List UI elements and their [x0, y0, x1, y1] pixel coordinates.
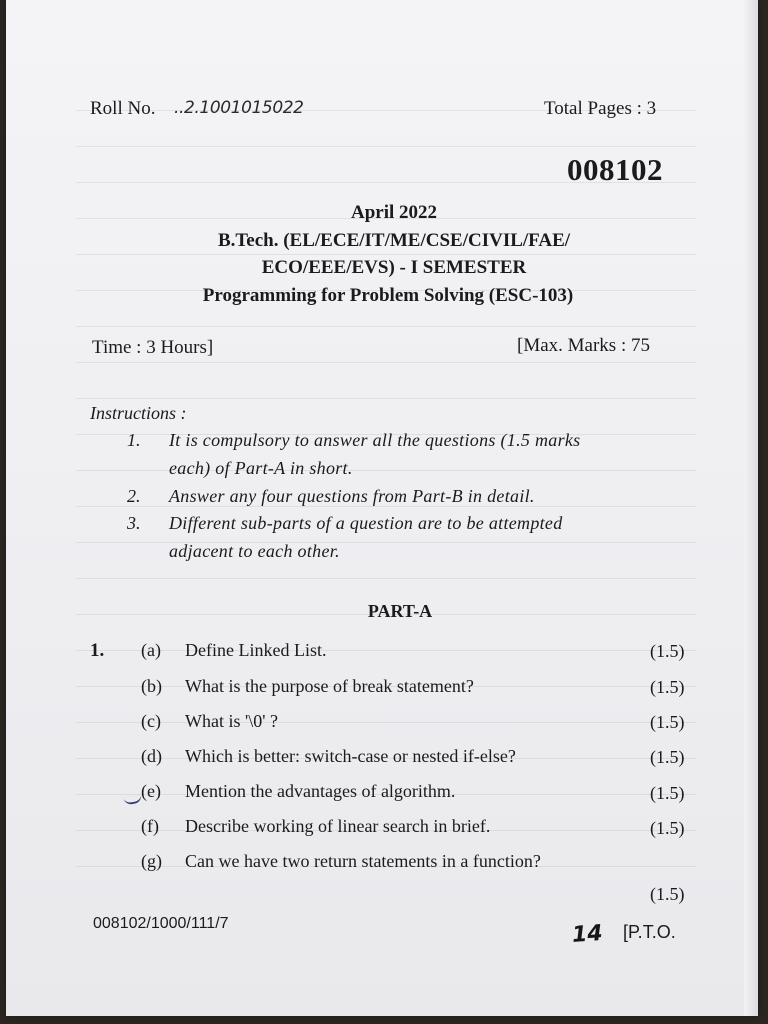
question-paper-sheet	[6, 0, 758, 1016]
subquestion-marks: (1.5)	[650, 818, 685, 838]
subquestion-text: Describe working of linear search in brief.	[185, 816, 491, 836]
subquestion-text: Can we have two return statements in a function?	[185, 851, 541, 871]
subquestion-text: Which is better: switch-case or nested if-else?	[185, 746, 516, 766]
instruction-number: 3.	[127, 513, 141, 533]
paper-edge	[744, 0, 758, 1016]
degree-line-1: B.Tech. (EL/ECE/IT/ME/CSE/CIVIL/FAE/	[217, 230, 571, 251]
instructions-heading: Instructions :	[90, 403, 187, 423]
subquestion-label: (g)	[141, 851, 162, 871]
subquestion-text: Define Linked List.	[185, 640, 327, 660]
question-number: 1.	[90, 640, 105, 661]
subquestion-label: (c)	[141, 711, 161, 731]
subject-title: Programming for Problem Solving (ESC-103)	[202, 285, 574, 306]
subquestion-label: (b)	[141, 676, 162, 696]
subquestion-text: What is '\0' ?	[185, 711, 278, 731]
handwritten-mark: 14	[571, 920, 604, 949]
instruction-text: Different sub-parts of a question are to be attempted	[169, 513, 563, 533]
subquestion-marks: (1.5)	[650, 712, 685, 732]
please-turn-over: [P.T.O.	[623, 922, 676, 942]
subquestion-label: (e)	[141, 781, 161, 801]
subquestion-marks: (1.5)	[650, 641, 685, 661]
subquestion-label: (f)	[141, 816, 159, 836]
subquestion-marks: (1.5)	[650, 677, 685, 697]
roll-number-label: Roll No.	[90, 98, 156, 119]
instruction-text: Answer any four questions from Part-B in detail.	[169, 486, 535, 506]
exam-duration: Time : 3 Hours]	[92, 337, 214, 358]
subquestion-text: Mention the advantages of algorithm.	[185, 781, 456, 801]
subquestion-marks: (1.5)	[650, 884, 685, 904]
instruction-number: 2.	[127, 486, 141, 506]
exam-date: April 2022	[350, 202, 438, 223]
subquestion-text: What is the purpose of break statement?	[185, 676, 474, 696]
paper-code: 008102	[567, 152, 663, 187]
part-a-heading: PART-A	[367, 601, 433, 621]
roll-number-handwritten-value: ..2.1001015022	[174, 98, 304, 118]
total-pages: Total Pages : 3	[544, 98, 657, 119]
degree-line-2: ECO/EEE/EVS) - I SEMESTER	[261, 257, 527, 278]
footer-paper-code: 008102/1000/111/7	[93, 915, 229, 932]
instruction-text: It is compulsory to answer all the questions (1.5 marks	[169, 430, 581, 450]
instruction-number: 1.	[127, 430, 141, 450]
subquestion-marks: (1.5)	[650, 747, 685, 767]
subquestion-label: (a)	[141, 640, 161, 660]
instruction-text: adjacent to each other.	[169, 541, 340, 561]
subquestion-marks: (1.5)	[650, 783, 685, 803]
subquestion-label: (d)	[141, 746, 162, 766]
max-marks: [Max. Marks : 75	[517, 335, 650, 356]
pen-tick-mark	[123, 794, 142, 806]
instruction-text: each) of Part-A in short.	[169, 458, 353, 478]
